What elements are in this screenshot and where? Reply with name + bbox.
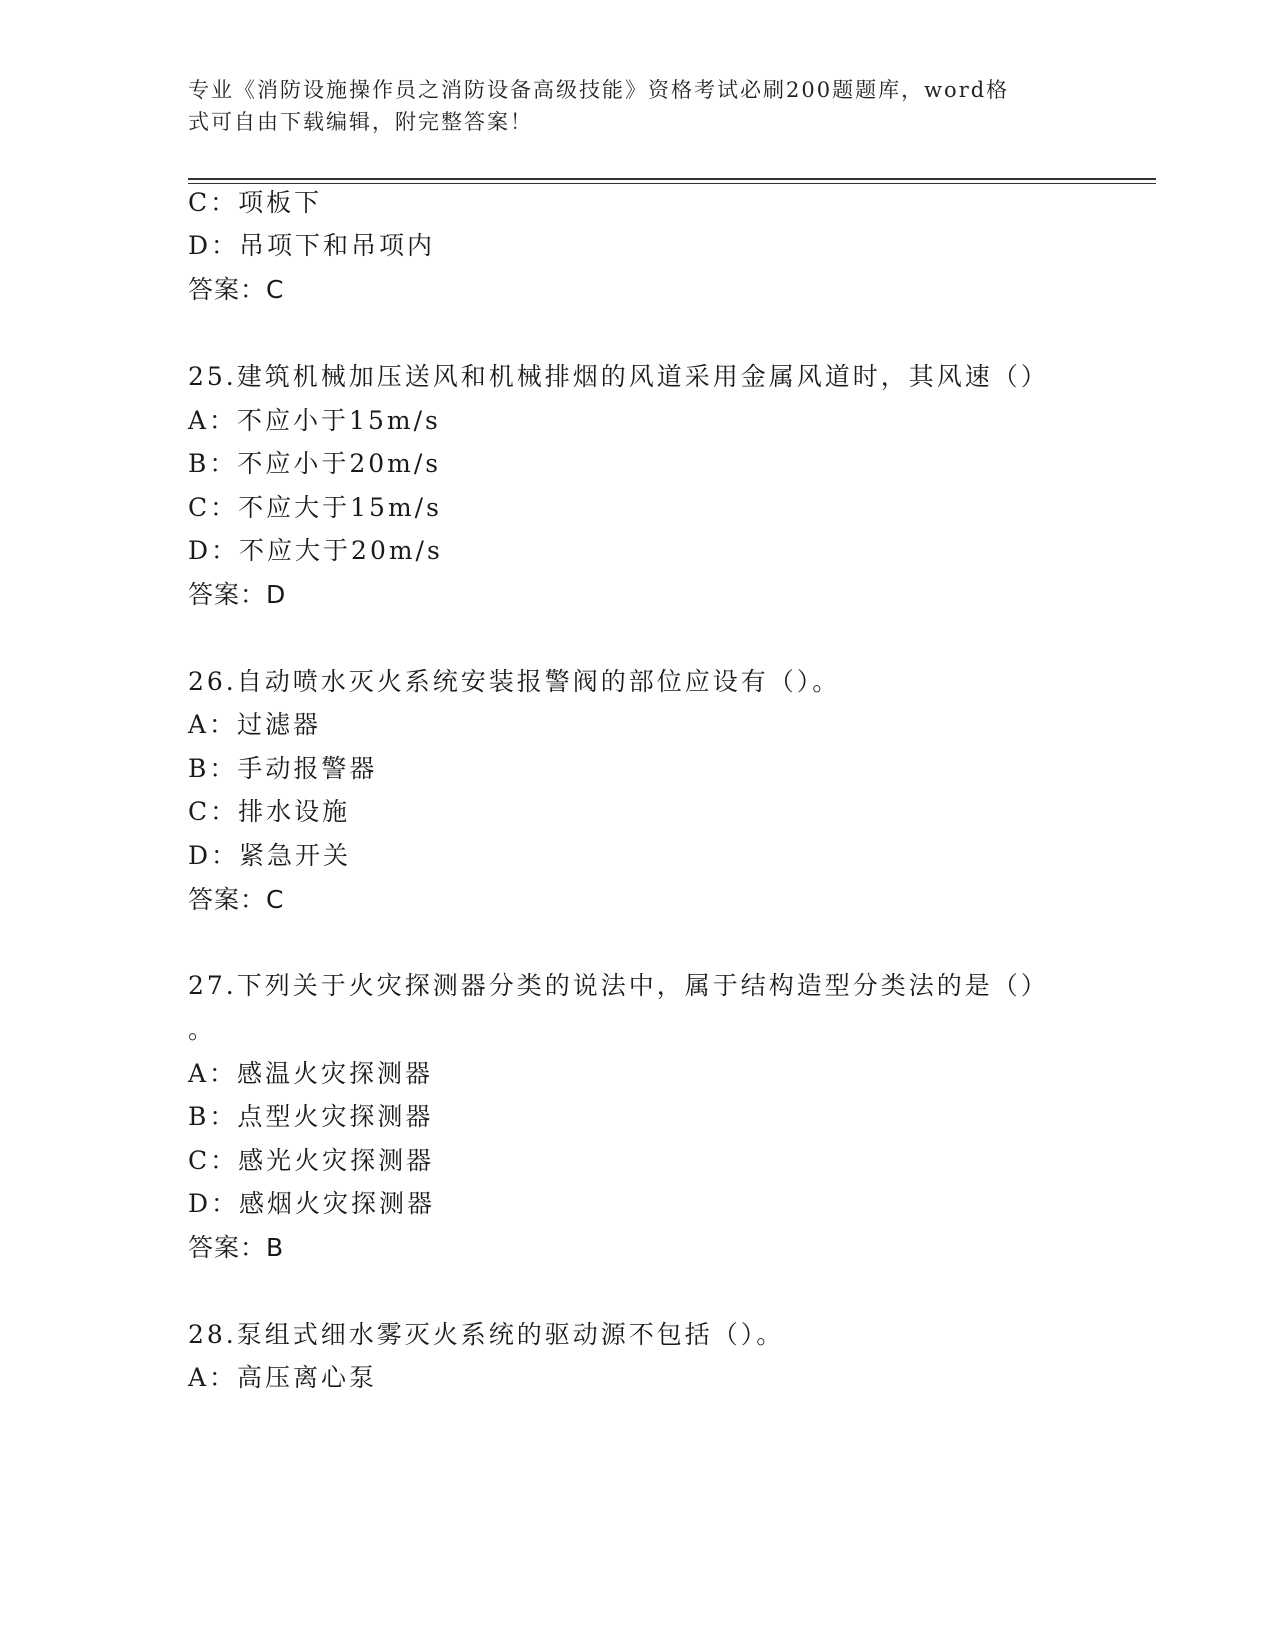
document-header (188, 74, 1088, 138)
question-27-answer: 答案：B (188, 1233, 285, 1262)
question-28-option-a: A：高压离心泵 (188, 1363, 378, 1392)
question-26-option-b: B：手动报警器 (188, 754, 378, 783)
question-25-option-b: B：不应小于20m/s (188, 449, 442, 478)
prev-option-c: C：项板下 (188, 188, 323, 217)
question-25-option-d: D：不应大于20m/s (188, 536, 443, 565)
question-25-answer: 答案：D (188, 580, 287, 609)
question-26-option-a: A：过滤器 (188, 710, 322, 739)
question-26-option-c: C：排水设施 (188, 797, 351, 826)
question-27-option-c: C：感光火灾探测器 (188, 1146, 435, 1175)
header-title-line-2: 式可自由下载编辑，附完整答案！ (188, 110, 533, 134)
question-27-stem-continuation: 。 (188, 1015, 217, 1044)
prev-option-d: D：吊项下和吊项内 (188, 231, 436, 260)
question-27-option-b: B：点型火灾探测器 (188, 1102, 434, 1131)
header-title-line-1: 专业《消防设施操作员之消防设备高级技能》资格考试必刷200题题库，word格 (188, 78, 1010, 102)
question-27-option-d: D：感烟火灾探测器 (188, 1189, 436, 1218)
question-26-answer: 答案：C (188, 885, 285, 914)
header-divider-thick (188, 178, 1156, 180)
question-26-option-d: D：紧急开关 (188, 841, 352, 870)
question-25-stem: 25.建筑机械加压送风和机械排烟的风道采用金属风道时，其风速（） (188, 362, 1049, 391)
question-25-option-a: A：不应小于15m/s (188, 406, 441, 435)
header-divider-thin (188, 183, 1156, 184)
question-28-stem: 28.泵组式细水雾灭火系统的驱动源不包括（）。 (188, 1320, 785, 1349)
question-27-option-a: A：感温火灾探测器 (188, 1059, 434, 1088)
question-27-stem: 27.下列关于火灾探测器分类的说法中，属于结构造型分类法的是（） (188, 971, 1049, 1000)
prev-answer: 答案：C (188, 275, 285, 304)
question-25-option-c: C：不应大于15m/s (188, 493, 442, 522)
question-26-stem: 26.自动喷水灭火系统安装报警阀的部位应设有（）。 (188, 667, 841, 696)
